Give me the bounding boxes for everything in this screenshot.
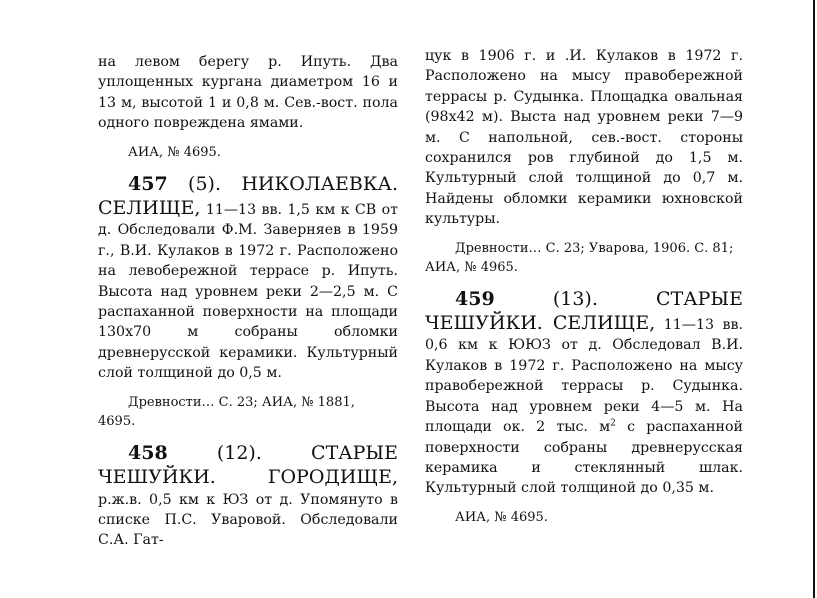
entry-459-lead: (13). СТАРЫЕ ЧЕШУЙКИ. СЕЛИЩЕ, — [425, 287, 743, 335]
entry-459-reference: АИА, № 4695. — [455, 509, 548, 525]
entry-458-continuation: цук в 1906 г. и .И. Кулаков в 1972 г. Расположено на мысу правобережной террасы р. Судынка. Площадка овальная (98х42 м). Выста над уровнем реки 7—9 м. С напольной, сев.-вост. стороны сохранился ров глубиной до 1,5 м. Культурный слой толщиной до 0,7 м. Найдены обломки керамики юхновской культуры. — [425, 48, 743, 228]
entry-457-reference — [98, 393, 398, 431]
entry-457-ref-line1: Древности… С. 23; АИА, № 1881, — [128, 394, 355, 410]
entry-457-paragraph — [98, 172, 398, 384]
intro-paragraph: на левом берегу р. Ипуть. Два уплощенных кургана диаметром 16 и 13 м, высотой 1 и 0,8 м. Сев.-вост. пола одного повреждена ямами. — [98, 54, 398, 132]
entry-458 — [98, 441, 398, 551]
entry-457-lead: (5). НИКОЛАЕВКА. СЕЛИЩЕ, — [98, 172, 398, 220]
entry-457-ref-line2: 4695. — [98, 413, 136, 429]
entry-458-reference — [425, 239, 743, 277]
entry-459 — [425, 287, 743, 527]
entry-458-ref-line1: Древности… С. 23; Уварова, 1906. С. 81; — [455, 240, 734, 256]
entry-459-text-a: 11—13 вв. 0,6 км к ЮЮЗ от д. Обследовал В.И. Кулаков в 1972 г. Расположено на мысу правобережной террасы р. Судынка. Высота над уровнем реки 4—5 м. На площади ок. 2 тыс. м — [425, 317, 743, 436]
entry-458-paragraph — [98, 441, 398, 551]
entry-457-number: 457 — [128, 172, 168, 195]
entry-458-number: 458 — [128, 441, 168, 464]
right-column — [425, 46, 743, 537]
entry-457 — [98, 172, 398, 431]
entry-459-superscript: 2 — [610, 418, 616, 429]
entry-458-lead: (12). СТАРЫЕ ЧЕШУЙКИ. ГОРОДИЩЕ, — [98, 441, 398, 489]
entry-459-paragraph — [425, 287, 743, 499]
entry-459-text-b: с распаханной поверхности собраны древнерусская керамика и стеклянный шлак. Культурный слой толщиной до 0,35 м. — [425, 419, 743, 497]
entry-458-text: р.ж.в. 0,5 км к ЮЗ от д. Упомянуто в списке П.С. Уваровой. Обследовали С.А. Гат- — [98, 491, 398, 549]
left-column — [98, 52, 398, 551]
entry-459-number: 459 — [455, 287, 495, 310]
entry-457-text: 11—13 вв. 1,5 км к СВ от д. Обследовали Ф.М. Заверняев в 1959 г., В.И. Кулаков в 1972 г. Расположено на левобережной террасе р. Ипуть. Высота над уровнем реки 2—2,5 м. С распаханной поверхности на площади 130х70 м собраны обломки древнерусской керамики. Культурный слой толщиной до 0,5 м. — [98, 202, 398, 382]
entry-458-ref-line2: АИА, № 4965. — [425, 259, 518, 275]
intro-reference: АИА, № 4695. — [128, 144, 221, 160]
page-edge-line — [813, 0, 815, 598]
